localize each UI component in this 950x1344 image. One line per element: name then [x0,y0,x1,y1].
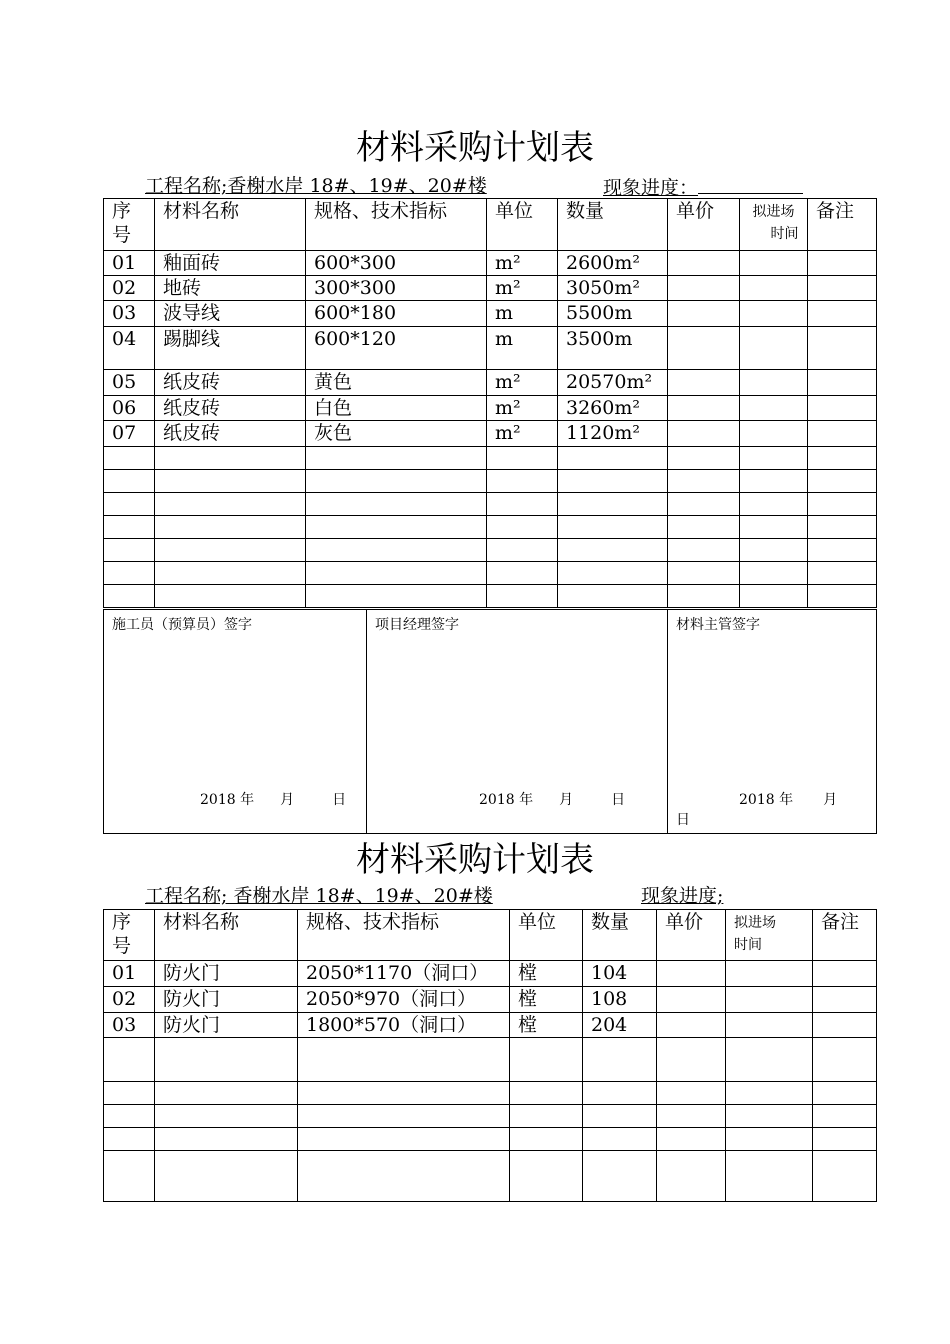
row-spec: 2050*970（洞口） [298,987,510,1013]
row-seq: 02 [104,276,155,301]
row-qty: 104 [583,961,657,987]
row-qty: 5500m [558,301,668,327]
row-seq: 03 [104,1013,155,1038]
row-date[interactable] [740,276,808,301]
form1-header-row [104,199,877,251]
row-qty: 3050m² [558,276,668,301]
table-row [104,301,877,327]
row-date[interactable] [740,301,808,327]
row-note[interactable] [808,327,877,370]
header-seq: 序号 [104,910,155,961]
header-price: 单价 [657,910,726,961]
row-qty: 20570m² [558,370,668,396]
row-date[interactable] [740,396,808,421]
header-name: 材料名称 [155,199,306,251]
row-spec: 600*300 [306,251,487,276]
form2-project-name: 工程名称; 香榭水岸 18#、19#、20#楼 [145,885,493,907]
header-arrival-line2: 时间 [734,937,762,953]
row-date[interactable] [740,421,808,447]
header-unit: 单位 [510,910,583,961]
row-qty: 204 [583,1013,657,1038]
row-note[interactable] [808,301,877,327]
form1-table [103,198,877,608]
row-name: 踢脚线 [155,327,306,370]
row-unit: 樘 [510,1013,583,1038]
signature-material-day: 日 [676,812,690,828]
row-price[interactable] [668,327,740,370]
empty-row [104,562,877,585]
header-qty: 数量 [583,910,657,961]
header-spec: 规格、技术指标 [298,910,510,961]
form1-progress-label: 现象进度： [603,177,699,199]
form1-project-name: 工程名称;香榭水岸 18#、19#、20#楼 [145,175,487,197]
row-unit: m² [487,251,558,276]
row-seq: 01 [104,251,155,276]
row-date[interactable] [726,961,813,987]
row-price[interactable] [668,276,740,301]
row-name: 纸皮砖 [155,421,306,447]
row-date[interactable] [740,370,808,396]
form2-table [103,909,877,1202]
row-qty: 3260m² [558,396,668,421]
row-name: 纸皮砖 [155,370,306,396]
signature-worker-date: 2018 年 月 日 [200,792,347,808]
header-name: 材料名称 [155,910,298,961]
table-row [104,251,877,276]
table-row [104,327,877,370]
row-spec: 灰色 [306,421,487,447]
header-note: 备注 [808,199,877,251]
row-price[interactable] [657,1013,726,1038]
header-arrival-line2: 时间 [770,226,799,242]
signature-manager[interactable] [367,610,668,834]
row-seq: 07 [104,421,155,447]
row-unit: m² [487,396,558,421]
header-arrival-line1: 拟进场 [734,915,776,931]
row-seq: 02 [104,987,155,1013]
table-row [104,1013,877,1038]
row-price[interactable] [668,251,740,276]
empty-row [104,1082,877,1105]
row-spec: 2050*1170（洞口） [298,961,510,987]
row-price[interactable] [657,987,726,1013]
row-note[interactable] [808,251,877,276]
header-note: 备注 [813,910,877,961]
table-row [104,276,877,301]
empty-row [104,447,877,470]
row-date[interactable] [740,327,808,370]
row-price[interactable] [657,961,726,987]
row-name: 地砖 [155,276,306,301]
empty-row [104,516,877,539]
row-unit: m² [487,276,558,301]
table-row [104,961,877,987]
form2-header-row [104,910,877,961]
row-name: 防火门 [155,961,298,987]
header-seq: 序号 [104,199,155,251]
row-spec: 黄色 [306,370,487,396]
row-seq: 01 [104,961,155,987]
header-arrival-date [740,199,808,251]
row-unit: m² [487,370,558,396]
row-qty: 1120m² [558,421,668,447]
row-note[interactable] [813,987,877,1013]
row-seq: 05 [104,370,155,396]
row-unit: m [487,327,558,370]
empty-row [104,1038,877,1082]
row-unit: 樘 [510,961,583,987]
empty-row [104,1128,877,1151]
row-note[interactable] [808,421,877,447]
row-price[interactable] [668,421,740,447]
row-note[interactable] [813,1013,877,1038]
form1-signature-table [103,609,877,834]
signature-worker-label: 施工员（预算员）签字 [112,617,252,633]
table-row [104,370,877,396]
form1-progress [603,175,803,199]
row-note[interactable] [808,276,877,301]
form2-progress-label: 现象进度; [641,885,724,907]
row-name: 纸皮砖 [155,396,306,421]
form1-progress-blank [698,175,803,194]
row-name: 波导线 [155,301,306,327]
row-qty: 108 [583,987,657,1013]
table-row [104,421,877,447]
row-spec: 1800*570（洞口） [298,1013,510,1038]
row-price[interactable] [668,370,740,396]
empty-row [104,493,877,516]
row-note[interactable] [808,370,877,396]
row-seq: 03 [104,301,155,327]
header-arrival-date [726,910,813,961]
row-name: 防火门 [155,987,298,1013]
row-note[interactable] [808,396,877,421]
row-name: 防火门 [155,1013,298,1038]
empty-row [104,470,877,493]
signature-worker[interactable] [104,610,367,834]
row-seq: 04 [104,327,155,370]
row-date[interactable] [740,251,808,276]
signature-manager-label: 项目经理签字 [375,617,459,633]
table-row [104,396,877,421]
header-unit: 单位 [487,199,558,251]
row-price[interactable] [668,301,740,327]
header-price: 单价 [668,199,740,251]
row-name: 釉面砖 [155,251,306,276]
row-date[interactable] [726,987,813,1013]
row-unit: 樘 [510,987,583,1013]
signature-material[interactable] [668,610,877,834]
row-qty: 2600m² [558,251,668,276]
row-date[interactable] [726,1013,813,1038]
empty-row [104,1105,877,1128]
row-note[interactable] [813,961,877,987]
row-spec: 300*300 [306,276,487,301]
row-qty: 3500m [558,327,668,370]
header-arrival-line1: 拟进场 [752,204,795,220]
signature-material-label: 材料主管签字 [676,617,760,633]
header-qty: 数量 [558,199,668,251]
row-spec: 白色 [306,396,487,421]
table-row [104,987,877,1013]
signature-material-date: 2018 年 月 [739,792,838,808]
header-spec: 规格、技术指标 [306,199,487,251]
signature-manager-date: 2018 年 月 日 [479,792,626,808]
empty-row [104,585,877,608]
empty-row [104,1151,877,1202]
row-spec: 600*120 [306,327,487,370]
row-price[interactable] [668,396,740,421]
row-seq: 06 [104,396,155,421]
empty-row [104,539,877,562]
form2-title: 材料采购计划表 [356,840,594,880]
form1-title: 材料采购计划表 [356,128,594,168]
row-unit: m² [487,421,558,447]
row-unit: m [487,301,558,327]
row-spec: 600*180 [306,301,487,327]
